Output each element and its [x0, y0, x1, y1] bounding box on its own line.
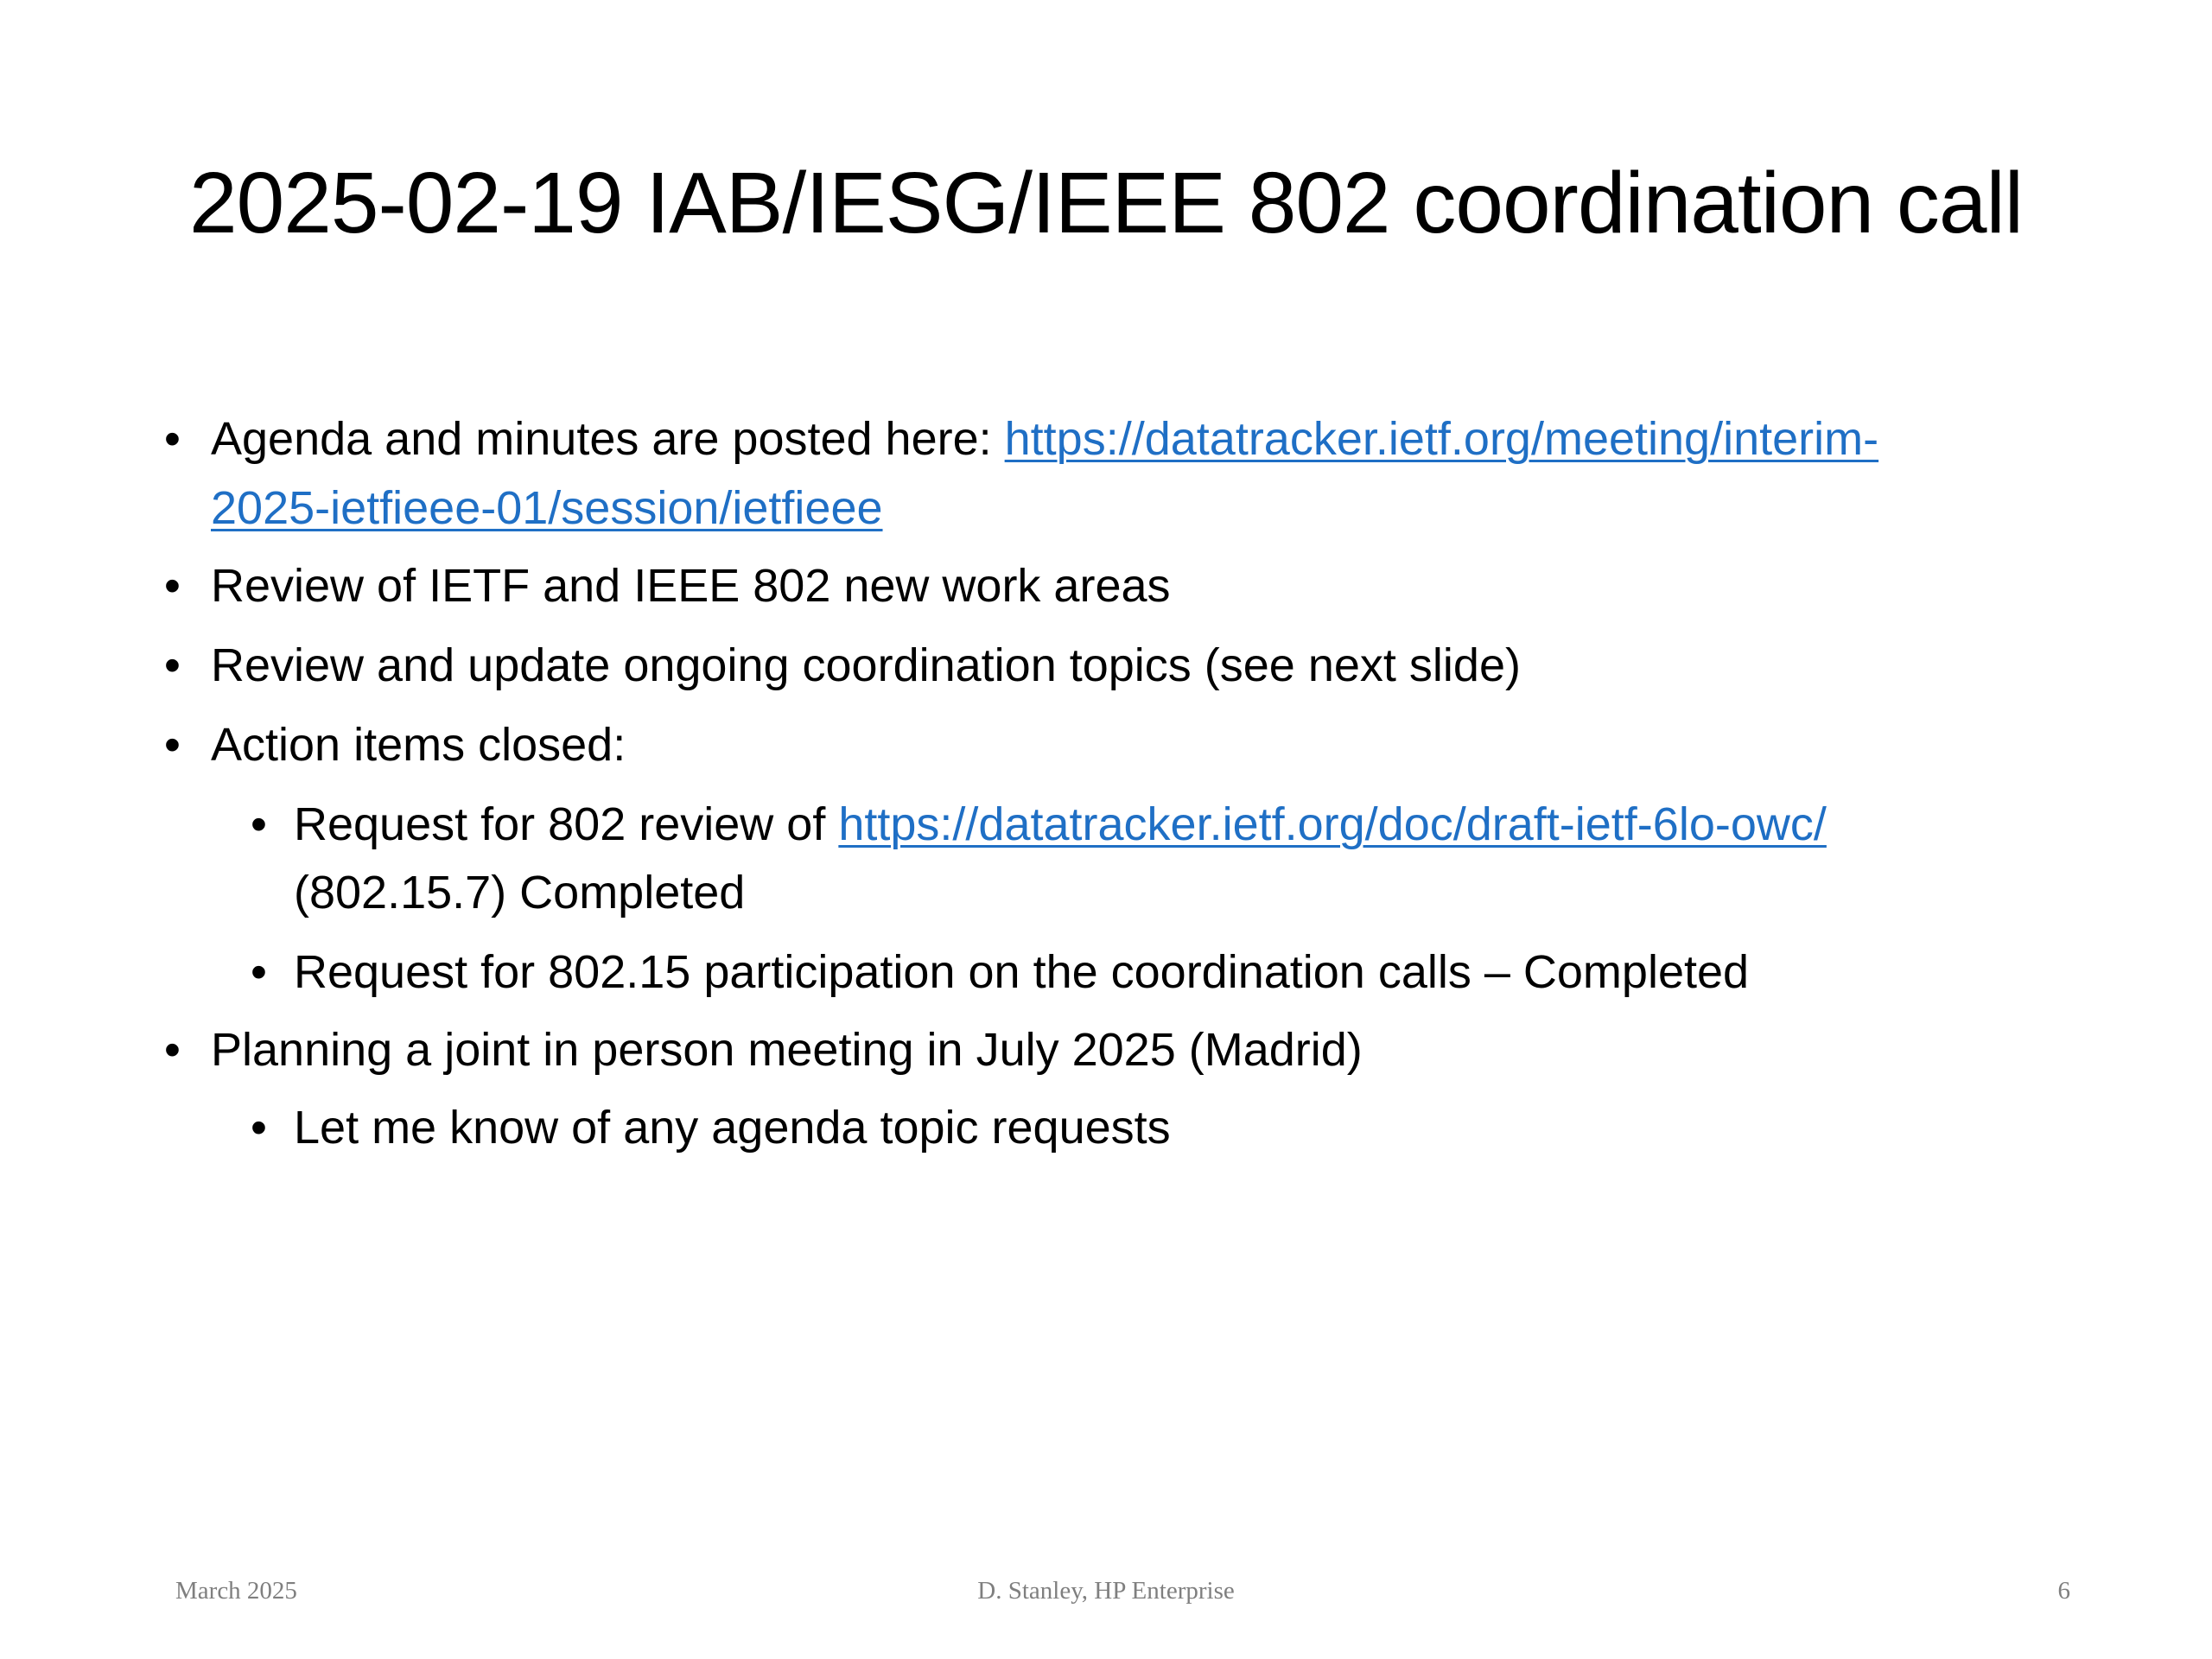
bullet-text: Planning a joint in person meeting in July 2025 (Madrid) — [211, 1024, 1363, 1076]
bullet-dot: • — [164, 560, 181, 612]
bullet-dot: • — [164, 639, 181, 691]
bullet-dot: • — [164, 1024, 181, 1076]
sub-bullet-dot: • — [251, 798, 267, 850]
bullet-text: Action items closed: — [211, 719, 626, 771]
agenda-minutes-link-continued[interactable]: 2025-ietfieee-01/session/ietfieee — [211, 482, 883, 534]
bullet-text — [211, 474, 883, 543]
bullet-text — [211, 404, 1878, 474]
agenda-minutes-link[interactable]: https://datatracker.ietf.org/meeting/interim- — [1004, 413, 1879, 465]
footer-page-number: 6 — [2057, 1577, 2070, 1605]
bullet-text: Review of IETF and IEEE 802 new work areas — [211, 560, 1171, 612]
sub-bullet-text: (802.15.7) Completed — [294, 867, 746, 918]
bullet-text: Review and update ongoing coordination topics (see next slide) — [211, 639, 1521, 691]
sub-bullet-dot: • — [251, 946, 267, 998]
bullet-dot: • — [164, 719, 181, 771]
draft-6lo-owc-link[interactable]: https://datatracker.ietf.org/doc/draft-ietf-6lo-owc/ — [838, 798, 1827, 850]
sub-bullet-review-text: Request for 802 review of — [294, 798, 839, 850]
sub-bullet-text: Let me know of any agenda topic requests — [294, 1102, 1171, 1154]
footer-author: D. Stanley, HP Enterprise — [977, 1577, 1235, 1605]
slide-title: 2025-02-19 IAB/IESG/IEEE 802 coordination call — [189, 155, 2023, 251]
sub-bullet-text — [294, 790, 1827, 859]
bullet-agenda-text: Agenda and minutes are posted here: — [211, 413, 1005, 465]
footer-date: March 2025 — [175, 1577, 297, 1605]
sub-bullet-dot: • — [251, 1102, 267, 1154]
bullet-dot: • — [164, 413, 181, 465]
sub-bullet-text: Request for 802.15 participation on the coordination calls – Completed — [294, 946, 1750, 998]
